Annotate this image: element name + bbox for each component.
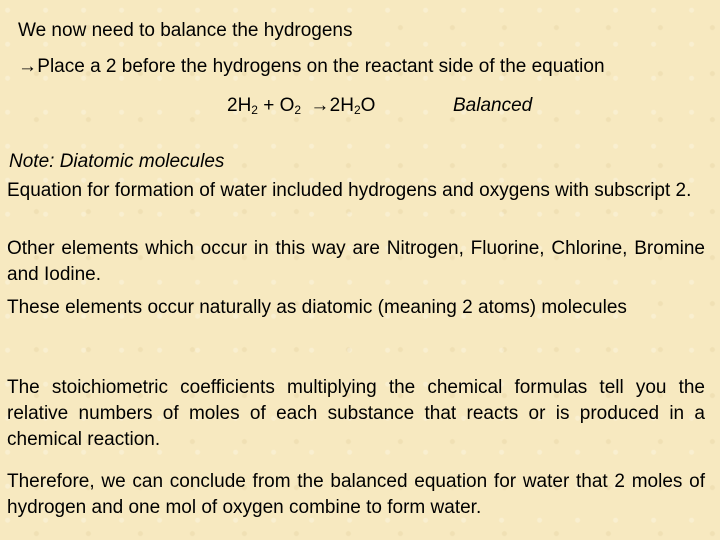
stoichiometry-paragraph: The stoichiometric coefficients multiplying the chemical formulas tell you the relative numbers of moles of each substance that reacts or is produced in a chemical reaction. bbox=[7, 377, 705, 450]
reaction-arrow-icon: → bbox=[310, 95, 330, 116]
balanced-equation bbox=[227, 93, 375, 119]
product-water: 2H bbox=[329, 95, 354, 116]
note-paragraph-2: Other elements which occur in this way are Nitrogen, Fluorine, Chlorine, Bromine and Iodine. bbox=[7, 238, 705, 285]
reactant-hydrogen-subscript: 2 bbox=[251, 103, 258, 117]
plus-oxygen: + O bbox=[257, 95, 295, 116]
conclusion-paragraph: Therefore, we can conclude from the balanced equation for water that 2 moles of hydrogen and one mol of oxygen combine to form water. bbox=[7, 471, 705, 518]
balanced-label: Balanced bbox=[453, 95, 533, 116]
product-oxygen: O bbox=[360, 95, 376, 116]
product-hydrogen-subscript: 2 bbox=[353, 103, 361, 117]
reactant-hydrogen: 2H bbox=[227, 95, 252, 116]
step-text: Place a 2 before the hydrogens on the reactant side of the equation bbox=[37, 56, 605, 77]
oxygen-subscript: 2 bbox=[294, 103, 302, 117]
intro-text: We now need to balance the hydrogens bbox=[18, 20, 353, 41]
right-arrow-icon: → bbox=[18, 56, 37, 77]
note-paragraph-1: Equation for formation of water included hydrogens and oxygens with subscript 2. bbox=[7, 180, 692, 201]
note-paragraph-3: These elements occur naturally as diatomic (meaning 2 atoms) molecules bbox=[7, 297, 627, 318]
note-title: Note: Diatomic molecules bbox=[9, 151, 225, 172]
step-line bbox=[18, 54, 605, 80]
